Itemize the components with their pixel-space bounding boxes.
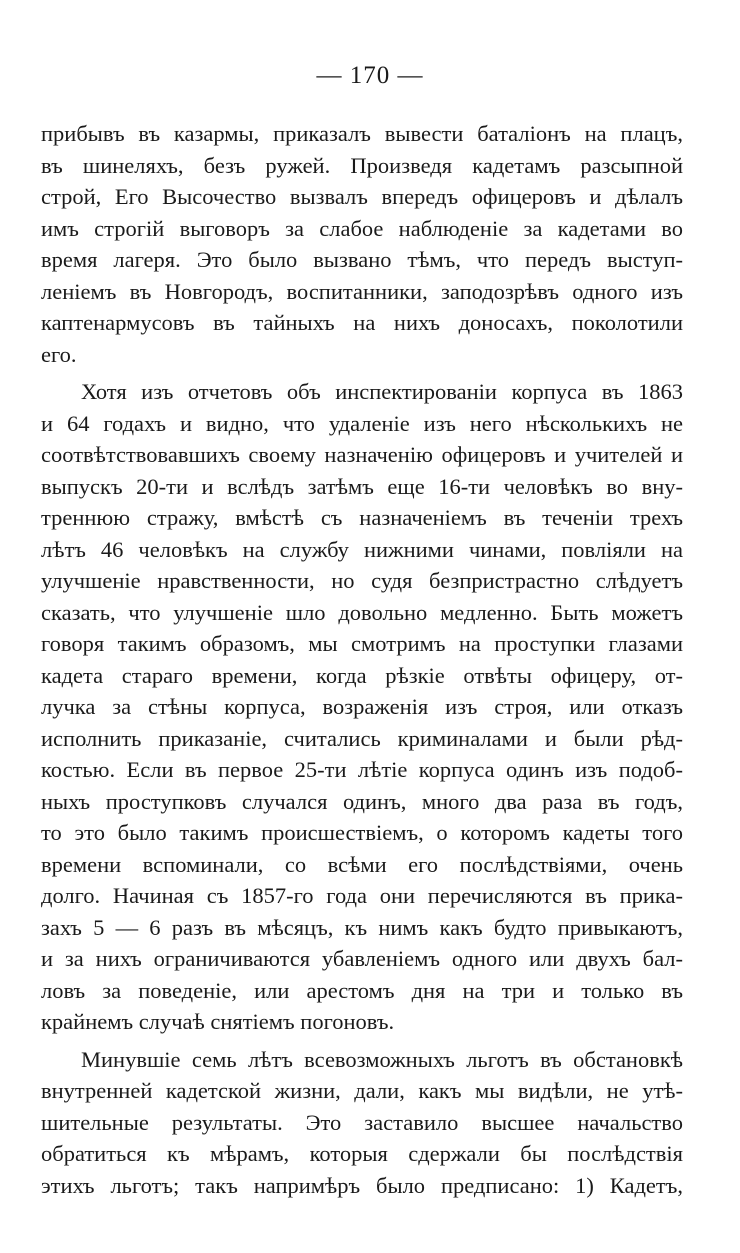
text-line: треннюю стражу, вмѣстѣ съ назначеніемъ въ теченіи трехъ [41, 505, 683, 530]
page-number: — 170 — [316, 62, 424, 89]
text-line: Минувшіе семь лѣтъ всевозможныхъ льготъ въ обстановкѣ [81, 1046, 683, 1072]
paragraph-3 [41, 1044, 683, 1202]
text-line: выпускъ 20-ти и вслѣдъ затѣмъ еще 16-ти человѣкъ во вну- [41, 473, 683, 499]
paragraph-2 [41, 376, 683, 1038]
text-line: ловъ за поведеніе, или арестомъ дня на три и только въ [41, 977, 683, 1003]
text-line: въ шинеляхъ, безъ ружей. Произведя кадетамъ разсыпной [41, 152, 683, 178]
text-line: долго. Начиная съ 1857-го года они перечисляются въ прика- [41, 883, 683, 908]
text-line: внутренней кадетской жизни, дали, какъ мы видѣли, не утѣ- [41, 1078, 683, 1103]
text-line: кадета стараго времени, когда рѣзкіе отвѣты офицеру, от- [41, 662, 683, 688]
text-line: его. [41, 341, 77, 367]
text-line: обратиться къ мѣрамъ, которыя сдержали бы послѣдствія [41, 1141, 683, 1166]
text-line: крайнемъ случаѣ снятіемъ погоновъ. [41, 1009, 395, 1034]
text-line: Хотя изъ отчетовъ объ инспектированіи корпуса въ 1863 [81, 379, 683, 404]
text-line: каптенармусовъ въ тайныхъ на нихъ доносахъ, поколотили [41, 310, 683, 335]
text-line: сказать, что улучшеніе шло довольно медленно. Быть можетъ [41, 599, 683, 625]
text-line: захъ 5 — 6 разъ въ мѣсяцъ, къ нимъ какъ будто привыкаютъ, [41, 914, 683, 940]
text-line: прибывъ въ казармы, приказалъ вывести баталіонъ на плацъ, [41, 121, 683, 146]
paragraph-1 [41, 118, 683, 370]
text-line: костью. Если въ первое 25-ти лѣтіе корпуса одинъ изъ подоб- [41, 757, 683, 782]
text-line: улучшеніе нравственности, но судя безпристрастно слѣдуетъ [41, 568, 683, 593]
text-line: лѣтъ 46 человѣкъ на службу нижними чинами, повліяли на [41, 536, 683, 562]
text-line: говоря такимъ образомъ, мы смотримъ на проступки глазами [41, 631, 683, 656]
text-line: исполнить приказаніе, считались криминалами и были рѣд- [41, 725, 683, 751]
text-line: то это было такимъ происшествіемъ, о которомъ кадеты того [41, 820, 683, 845]
text-line: и 64 годахъ и видно, что удаленіе изъ него нѣсколькихъ не [41, 410, 683, 436]
text-line: соотвѣтствовавшихъ своему назначенію офицеровъ и учителей и [41, 442, 683, 467]
text-line: строй, Его Высочество вызвалъ впередъ офицеровъ и дѣлалъ [41, 184, 683, 209]
text-line: времени вспоминали, со всѣми его послѣдствіями, очень [41, 851, 683, 877]
text-line: время лагеря. Это было вызвано тѣмъ, что передъ выступ- [41, 247, 683, 272]
text-line: леніемъ въ Новгородъ, воспитанники, заподозрѣвъ одного изъ [41, 278, 683, 304]
text-line: этихъ льготъ; такъ напримѣръ было предписано: 1) Кадетъ, [41, 1172, 683, 1198]
text-line: имъ строгій выговоръ за слабое наблюденіе за кадетами во [41, 215, 683, 241]
text-line: и за нихъ ограничиваются убавленіемъ одного или двухъ бал- [41, 946, 683, 971]
text-line: ныхъ проступковъ случался одинъ, много два раза въ годъ, [41, 788, 683, 814]
text-line: лучка за стѣны корпуса, возраженія изъ строя, или отказъ [41, 694, 683, 719]
body-text [41, 118, 683, 1201]
text-line: шительные результаты. Это заставило высшее начальство [41, 1109, 683, 1135]
